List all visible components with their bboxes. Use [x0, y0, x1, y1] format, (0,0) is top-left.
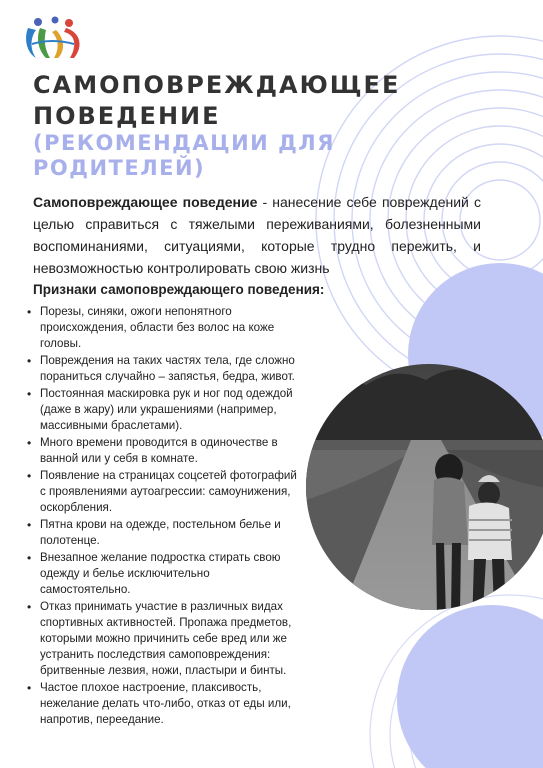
- intro-definition: - нанесение себе повреждений с целью справиться с тяжелыми переживаниями, болезненными воспоминаниями, ситуациями, которые трудно пережить, и невозможностью контролировать свою жизнь: [33, 194, 481, 276]
- signs-list: [24, 304, 300, 729]
- signs-heading: Признаки самоповреждающего поведения:: [33, 282, 325, 297]
- list-item: • Отказ принимать участие в различных видах спортивных активностей. Пропажа предметов, которыми можно причинить себе вред или же устранить последствия самоповреждения: бритвенные лезвия, ножи, пластыри и бинты.: [24, 599, 300, 679]
- list-item: • Постоянная маскировка рук и ног под одеждой (даже в жару) или украшениями (например, массивными браслетами).: [24, 386, 300, 434]
- list-item: • Много времени проводится в одиночестве в ванной или у себя в комнате.: [24, 435, 300, 467]
- intro-paragraph: [33, 191, 481, 279]
- children-walking-on-path-photo: [306, 330, 543, 650]
- list-item: • Частое плохое настроение, плаксивость, нежелание делать что-либо, отказ от еды или, напротив, переедание.: [24, 680, 300, 728]
- family-people-logo: [22, 14, 84, 64]
- page-title: САМОПОВРЕЖДАЮЩЕЕ ПОВЕДЕНИЕ: [33, 71, 401, 130]
- list-item: • Появление на страницах соцсетей фотографий с проявлениями аутоагрессии: самоунижения, оскорбления.: [24, 468, 300, 516]
- list-item: • Внезапное желание подростка стирать свою одежду и белье исключительно самостоятельно.: [24, 550, 300, 598]
- list-item: • Повреждения на таких частях тела, где сложно пораниться случайно – запястья, бедра, живот.: [24, 353, 300, 385]
- list-item: • Пятна крови на одежде, постельном белье и полотенце.: [24, 517, 300, 549]
- page-subtitle: (РЕКОМЕНДАЦИИ ДЛЯ РОДИТЕЛЕЙ): [33, 131, 335, 180]
- list-item: • Порезы, синяки, ожоги непонятного происхождения, области без волос на коже головы.: [24, 304, 300, 352]
- intro-term: Самоповреждающее поведение: [33, 194, 258, 210]
